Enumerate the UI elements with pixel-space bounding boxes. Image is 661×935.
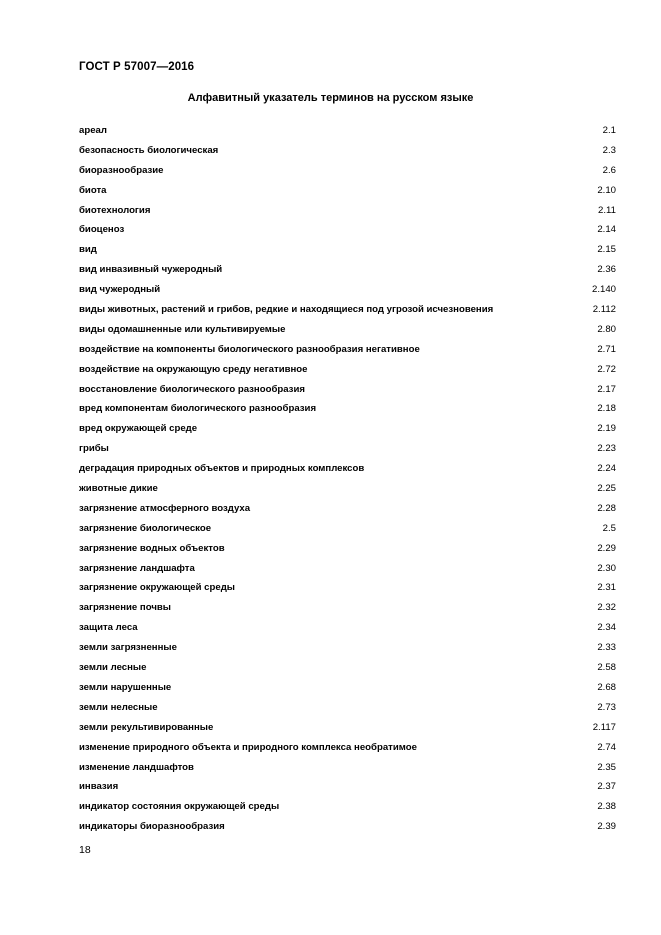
index-entry [79, 380, 616, 400]
index-entry-term: загрязнение окружающей среды [79, 582, 236, 594]
index-entry [79, 658, 616, 678]
index-entry [79, 320, 616, 340]
index-entry-term: вред окружающей среде [79, 423, 198, 435]
index-entry-ref: 2.140 [591, 284, 616, 296]
index-entry-term: безопасность биологическая [79, 144, 219, 156]
index-entry [79, 340, 616, 360]
index-entry-ref: 2.112 [592, 304, 616, 316]
index-entry-term: вид [79, 244, 97, 256]
index-entry-term: ареал [79, 125, 107, 136]
index-entry-ref: 2.32 [597, 602, 616, 614]
index-entry-term: вид инвазивный чужеродный [79, 264, 223, 276]
index-entry [79, 260, 616, 280]
index-entry [79, 777, 616, 797]
index-entry-term: виды животных, растений и грибов, редкие и находящиеся под угрозой исчезновения [79, 304, 494, 316]
index-entry [79, 419, 616, 439]
index-entry-term: земли лесные [79, 662, 147, 674]
index-entry-ref: 2.58 [597, 662, 616, 674]
index-entry-ref: 2.17 [597, 383, 616, 395]
index-entry-ref: 2.35 [597, 761, 616, 773]
index-entry-term: вред компонентам биологического разнообразия [79, 403, 317, 415]
index-entry [79, 161, 616, 181]
index-entry-term: животные дикие [79, 483, 158, 495]
index-entry-ref: 2.11 [598, 204, 616, 216]
index-entry [79, 280, 616, 300]
index-entry-ref: 2.30 [597, 562, 616, 574]
index-entry [79, 459, 616, 479]
index-entry-ref: 2.38 [597, 801, 616, 813]
index-entry [79, 758, 616, 778]
index-entry-ref: 2.25 [597, 483, 616, 495]
index-entry [79, 479, 616, 499]
index-title: Алфавитный указатель терминов на русском языке [187, 92, 474, 104]
index-entry [79, 539, 616, 559]
index-entry-ref: 2.72 [597, 363, 616, 375]
index-entry-term: воздействие на компоненты биологического разнообразия негативное [79, 343, 420, 355]
index-entry-term: деградация природных объектов и природных комплексов [79, 463, 365, 475]
index-entry [79, 499, 616, 519]
index-entry [79, 220, 616, 240]
index-entry [79, 141, 616, 161]
index-entry-term: загрязнение ландшафта [79, 562, 195, 574]
term-index-list [79, 121, 616, 837]
index-entry-term: загрязнение атмосферного воздуха [79, 502, 251, 514]
index-entry-term: земли рекультивированные [79, 721, 214, 733]
index-entry-ref: 2.71 [597, 343, 616, 355]
document-code: ГОСТ Р 57007—2016 [79, 61, 195, 73]
index-entry [79, 300, 616, 320]
index-entry [79, 201, 616, 221]
index-entry-term: загрязнение почвы [79, 602, 171, 614]
index-entry [79, 718, 616, 738]
index-entry-ref: 2.37 [597, 781, 616, 793]
index-entry [79, 559, 616, 579]
index-entry-term: биоразнообразие [79, 164, 164, 176]
index-entry-ref: 2.14 [597, 224, 616, 236]
index-entry-term: индикатор состояния окружающей среды [79, 801, 280, 813]
index-entry-ref: 2.117 [592, 721, 616, 733]
index-entry-term: биотехнология [79, 204, 151, 216]
index-entry-term: земли загрязненные [79, 642, 177, 654]
index-entry-term: воздействие на окружающую среду негативное [79, 363, 308, 375]
index-entry-term: виды одомашненные или культивируемые [79, 323, 286, 335]
index-entry-term: загрязнение водных объектов [79, 542, 225, 554]
index-entry-ref: 2.39 [597, 821, 616, 833]
index-entry [79, 240, 616, 260]
index-entry [79, 439, 616, 459]
index-entry-term: грибы [79, 443, 109, 455]
index-entry [79, 698, 616, 718]
index-entry-ref: 2.80 [597, 323, 616, 335]
index-entry-ref: 2.33 [597, 642, 616, 654]
index-entry [79, 638, 616, 658]
index-entry [79, 578, 616, 598]
index-entry [79, 181, 616, 201]
index-entry-ref: 2.28 [597, 502, 616, 514]
index-entry-term: биота [79, 184, 107, 196]
index-entry-term: инвазия [79, 781, 119, 793]
index-entry-ref: 2.68 [597, 681, 616, 693]
index-entry-ref: 2.10 [597, 184, 616, 196]
index-entry-ref: 2.29 [597, 542, 616, 554]
index-entry-term: защита леса [79, 622, 138, 634]
index-entry-ref: 2.1 [602, 125, 616, 136]
index-entry-term: изменение природного объекта и природного комплекса необратимое [79, 741, 417, 753]
index-entry-term: загрязнение биологическое [79, 522, 212, 534]
index-entry-term: индикаторы биоразнообразия [79, 821, 225, 833]
index-entry [79, 121, 616, 141]
index-entry [79, 678, 616, 698]
index-entry-ref: 2.6 [602, 164, 616, 176]
index-entry-ref: 2.74 [597, 741, 616, 753]
index-entry-ref: 2.15 [597, 244, 616, 256]
index-entry-ref: 2.3 [602, 144, 616, 156]
index-entry-term: земли нелесные [79, 701, 158, 713]
index-entry [79, 519, 616, 539]
index-entry [79, 399, 616, 419]
index-entry-ref: 2.73 [597, 701, 616, 713]
index-entry-ref: 2.5 [602, 522, 616, 534]
index-entry [79, 738, 616, 758]
index-entry-ref: 2.18 [597, 403, 616, 415]
index-entry-ref: 2.24 [597, 463, 616, 475]
index-entry-term: вид чужеродный [79, 284, 161, 296]
index-entry-term: восстановление биологического разнообразия [79, 383, 305, 395]
index-entry-ref: 2.19 [597, 423, 616, 435]
index-entry [79, 817, 616, 837]
index-entry-ref: 2.36 [597, 264, 616, 276]
index-entry [79, 618, 616, 638]
index-entry-ref: 2.31 [597, 582, 616, 594]
index-entry-ref: 2.23 [597, 443, 616, 455]
index-entry-term: земли нарушенные [79, 681, 172, 693]
index-entry [79, 797, 616, 817]
index-entry [79, 360, 616, 380]
page-number: 18 [79, 844, 91, 856]
index-entry-term: изменение ландшафтов [79, 761, 194, 773]
index-entry-term: биоценоз [79, 224, 125, 236]
index-entry-ref: 2.34 [597, 622, 616, 634]
index-entry [79, 598, 616, 618]
